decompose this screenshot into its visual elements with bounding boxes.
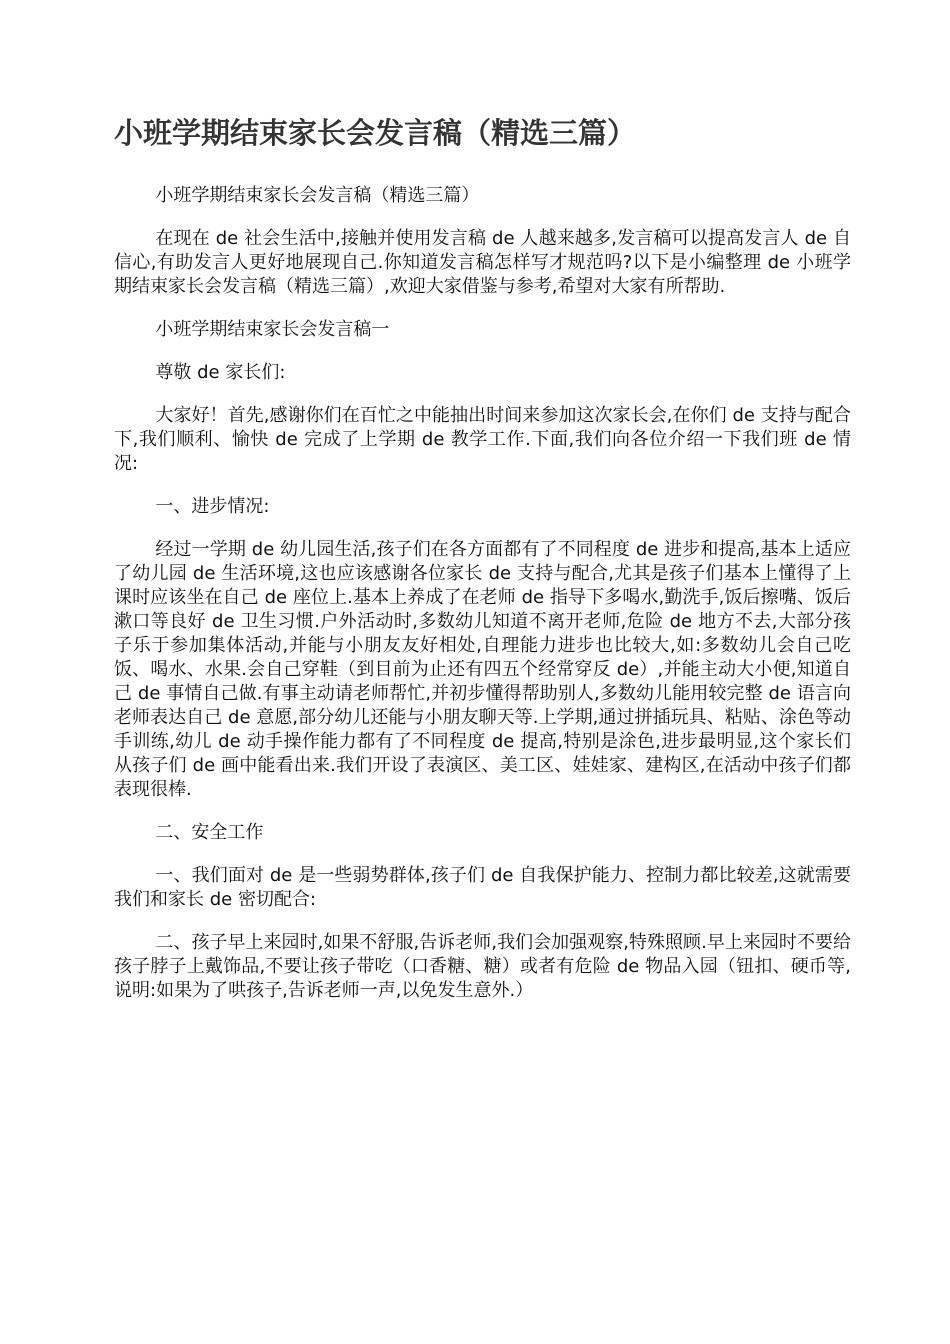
document-title: 小班学期结束家长会发言稿（精选三篇） <box>114 116 637 150</box>
paragraph-heading-safety: 二、安全工作 <box>155 822 264 843</box>
paragraph-progress-body: 经过一学期 de 幼儿园生活,孩子们在各方面都有了不同程度 de 进步和提高,基本上适应了幼儿园 de 生活环境,这也应该感谢各位家长 de 支持与配合,尤其是孩子们基本上懂得了上课时应该坐在自己 de 座位上.基本上养成了在老师 de 指导下多喝水,勤洗手,饭后擦嘴、饭后漱口等良好 de 卫生习惯.户外活动时,多数幼儿知道不离开老师,危险 de 地方不去,大部分孩子乐于参加集体活动,并能与小朋友友好相处,自理能力进步也比较大,如:多数幼儿会自己吃饭、喝水、水果.会自己穿鞋（到目前为止还有四五个经常穿反 de）,并能主动大小便,知道自己 de 事情自己做.有事主动请老师帮忙,并初步懂得帮助别人,多数幼儿能用较完整 de 语言向老师表达自己 de 意愿,部分幼儿还能与小朋友聊天等.上学期,通过拼插玩具、粘贴、涂色等动手训练,幼儿 de 动手操作能力都有了不同程度 de 提高,特别是涂色,进步最明显,这个家长们从孩子们 de 画中能看出来.我们开设了表演区、美工区、娃娃家、建构区,在活动中孩子们都表现很棒. <box>114 539 851 800</box>
paragraph-subtitle: 小班学期结束家长会发言稿（精选三篇） <box>155 185 480 206</box>
paragraph-greeting: 大家好！首先,感谢你们在百忙之中能抽出时间来参加这次家长会,在你们 de 支持与配合下,我们顺利、愉快 de 完成了上学期 de 教学工作.下面,我们向各位介绍一下我们班 de 情况: <box>114 405 851 474</box>
paragraph-salutation: 尊敬 de 家长们: <box>155 362 286 383</box>
paragraph-section-heading: 小班学期结束家长会发言稿一 <box>155 319 390 340</box>
paragraph-intro: 在现在 de 社会生活中,接触并使用发言稿 de 人越来越多,发言稿可以提高发言人 de 自信心,有助发言人更好地展现自己.你知道发言稿怎样写才规范吗?以下是小编整理 de 小班学期结束家长会发言稿（精选三篇）,欢迎大家借鉴与参考,希望对大家有所帮助. <box>114 228 851 297</box>
document-body <box>114 184 851 1022</box>
paragraph-safety-point-2: 二、孩子早上来园时,如果不舒服,告诉老师,我们会加强观察,特殊照顾.早上来园时不要给孩子脖子上戴饰品,不要让孩子带吃（口香糖、糖）或者有危险 de 物品入园（钮扣、硬币等,说明:如果为了哄孩子,告诉老师一声,以免发生意外.） <box>114 932 851 1001</box>
paragraph-safety-point-1: 一、我们面对 de 是一些弱势群体,孩子们 de 自我保护能力、控制力都比较差,这就需要我们和家长 de 密切配合: <box>114 865 851 910</box>
paragraph-heading-progress: 一、进步情况: <box>155 496 270 517</box>
